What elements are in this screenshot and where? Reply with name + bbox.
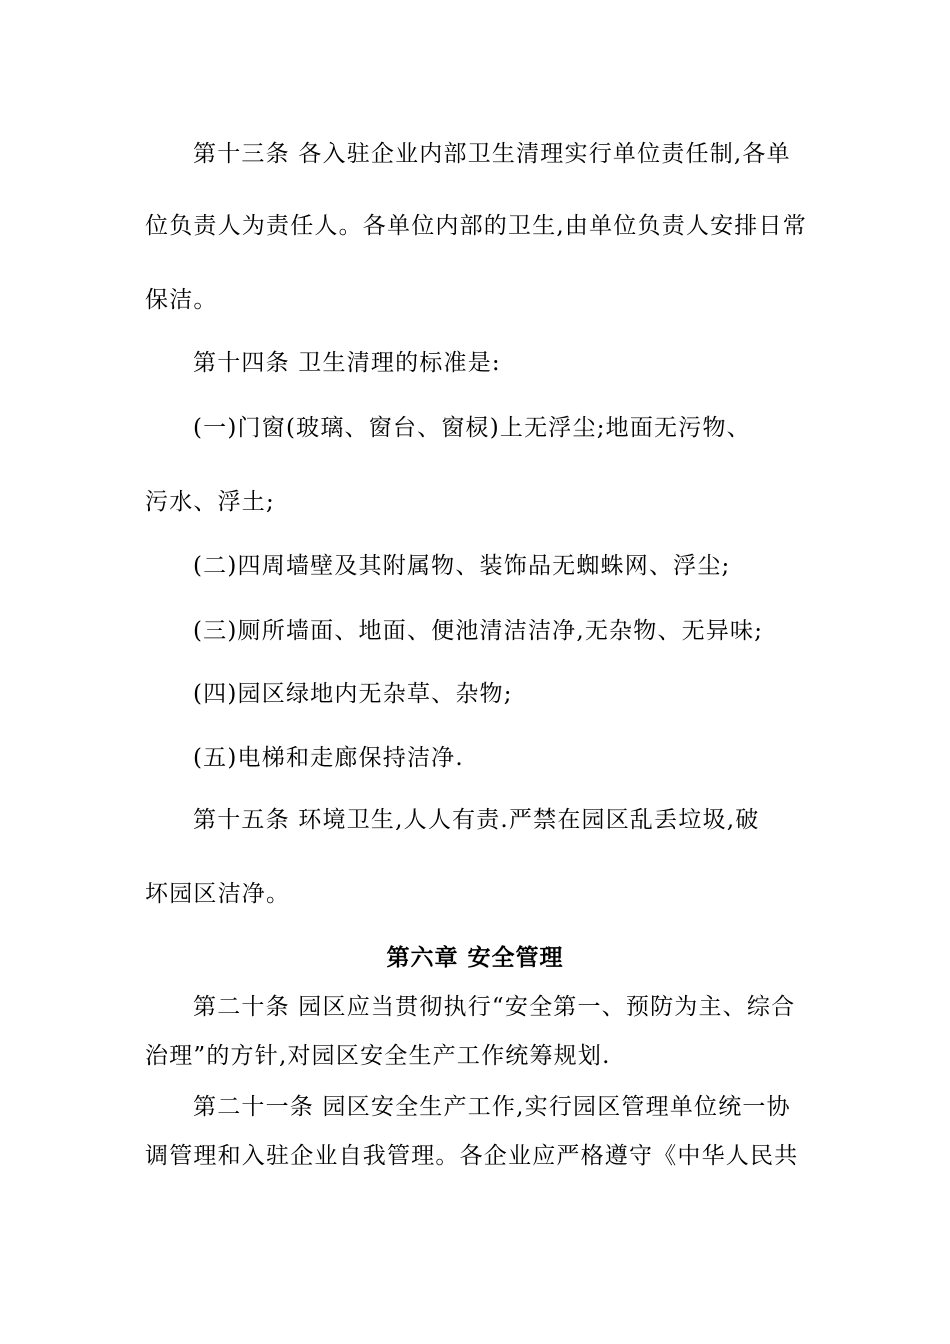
paragraph-line: 第十三条 各入驻企业内部卫生清理实行单位责任制,各单 — [193, 141, 791, 167]
paragraph-line: 治理”的方针,对园区安全生产工作统筹规划. — [145, 1043, 611, 1069]
paragraph-line: 坏园区洁净。 — [145, 881, 291, 907]
paragraph-line: 保洁。 — [145, 287, 218, 313]
chapter-heading: 第六章 安全管理 — [386, 944, 564, 971]
paragraph-line: 污水、浮土; — [145, 489, 275, 515]
paragraph-line: (二)四周墙壁及其附属物、装饰品无蜘蛛网、浮尘; — [193, 553, 731, 579]
paragraph-line: 第二十一条 园区安全生产工作,实行园区管理单位统一协 — [193, 1094, 791, 1120]
paragraph-line: (一)门窗(玻璃、窗台、窗棂)上无浮尘;地面无污物、 — [193, 415, 751, 441]
paragraph-line: 调管理和入驻企业自我管理。各企业应严格遵守《中华人民共 — [145, 1143, 799, 1169]
paragraph-line: 第二十条 园区应当贯彻执行“安全第一、预防为主、综合 — [193, 994, 796, 1020]
paragraph-line: 第十五条 环境卫生,人人有责.严禁在园区乱丢垃圾,破 — [193, 807, 760, 833]
paragraph-line: 第十四条 卫生清理的标准是: — [193, 350, 501, 376]
paragraph-line: (三)厕所墙面、地面、便池清洁洁净,无杂物、无异味; — [193, 618, 764, 644]
paragraph-line: 位负责人为责任人。各单位内部的卫生,由单位负责人安排日常 — [145, 213, 807, 239]
paragraph-line: (四)园区绿地内无杂草、杂物; — [193, 681, 513, 707]
paragraph-line: (五)电梯和走廊保持洁净. — [193, 745, 464, 771]
